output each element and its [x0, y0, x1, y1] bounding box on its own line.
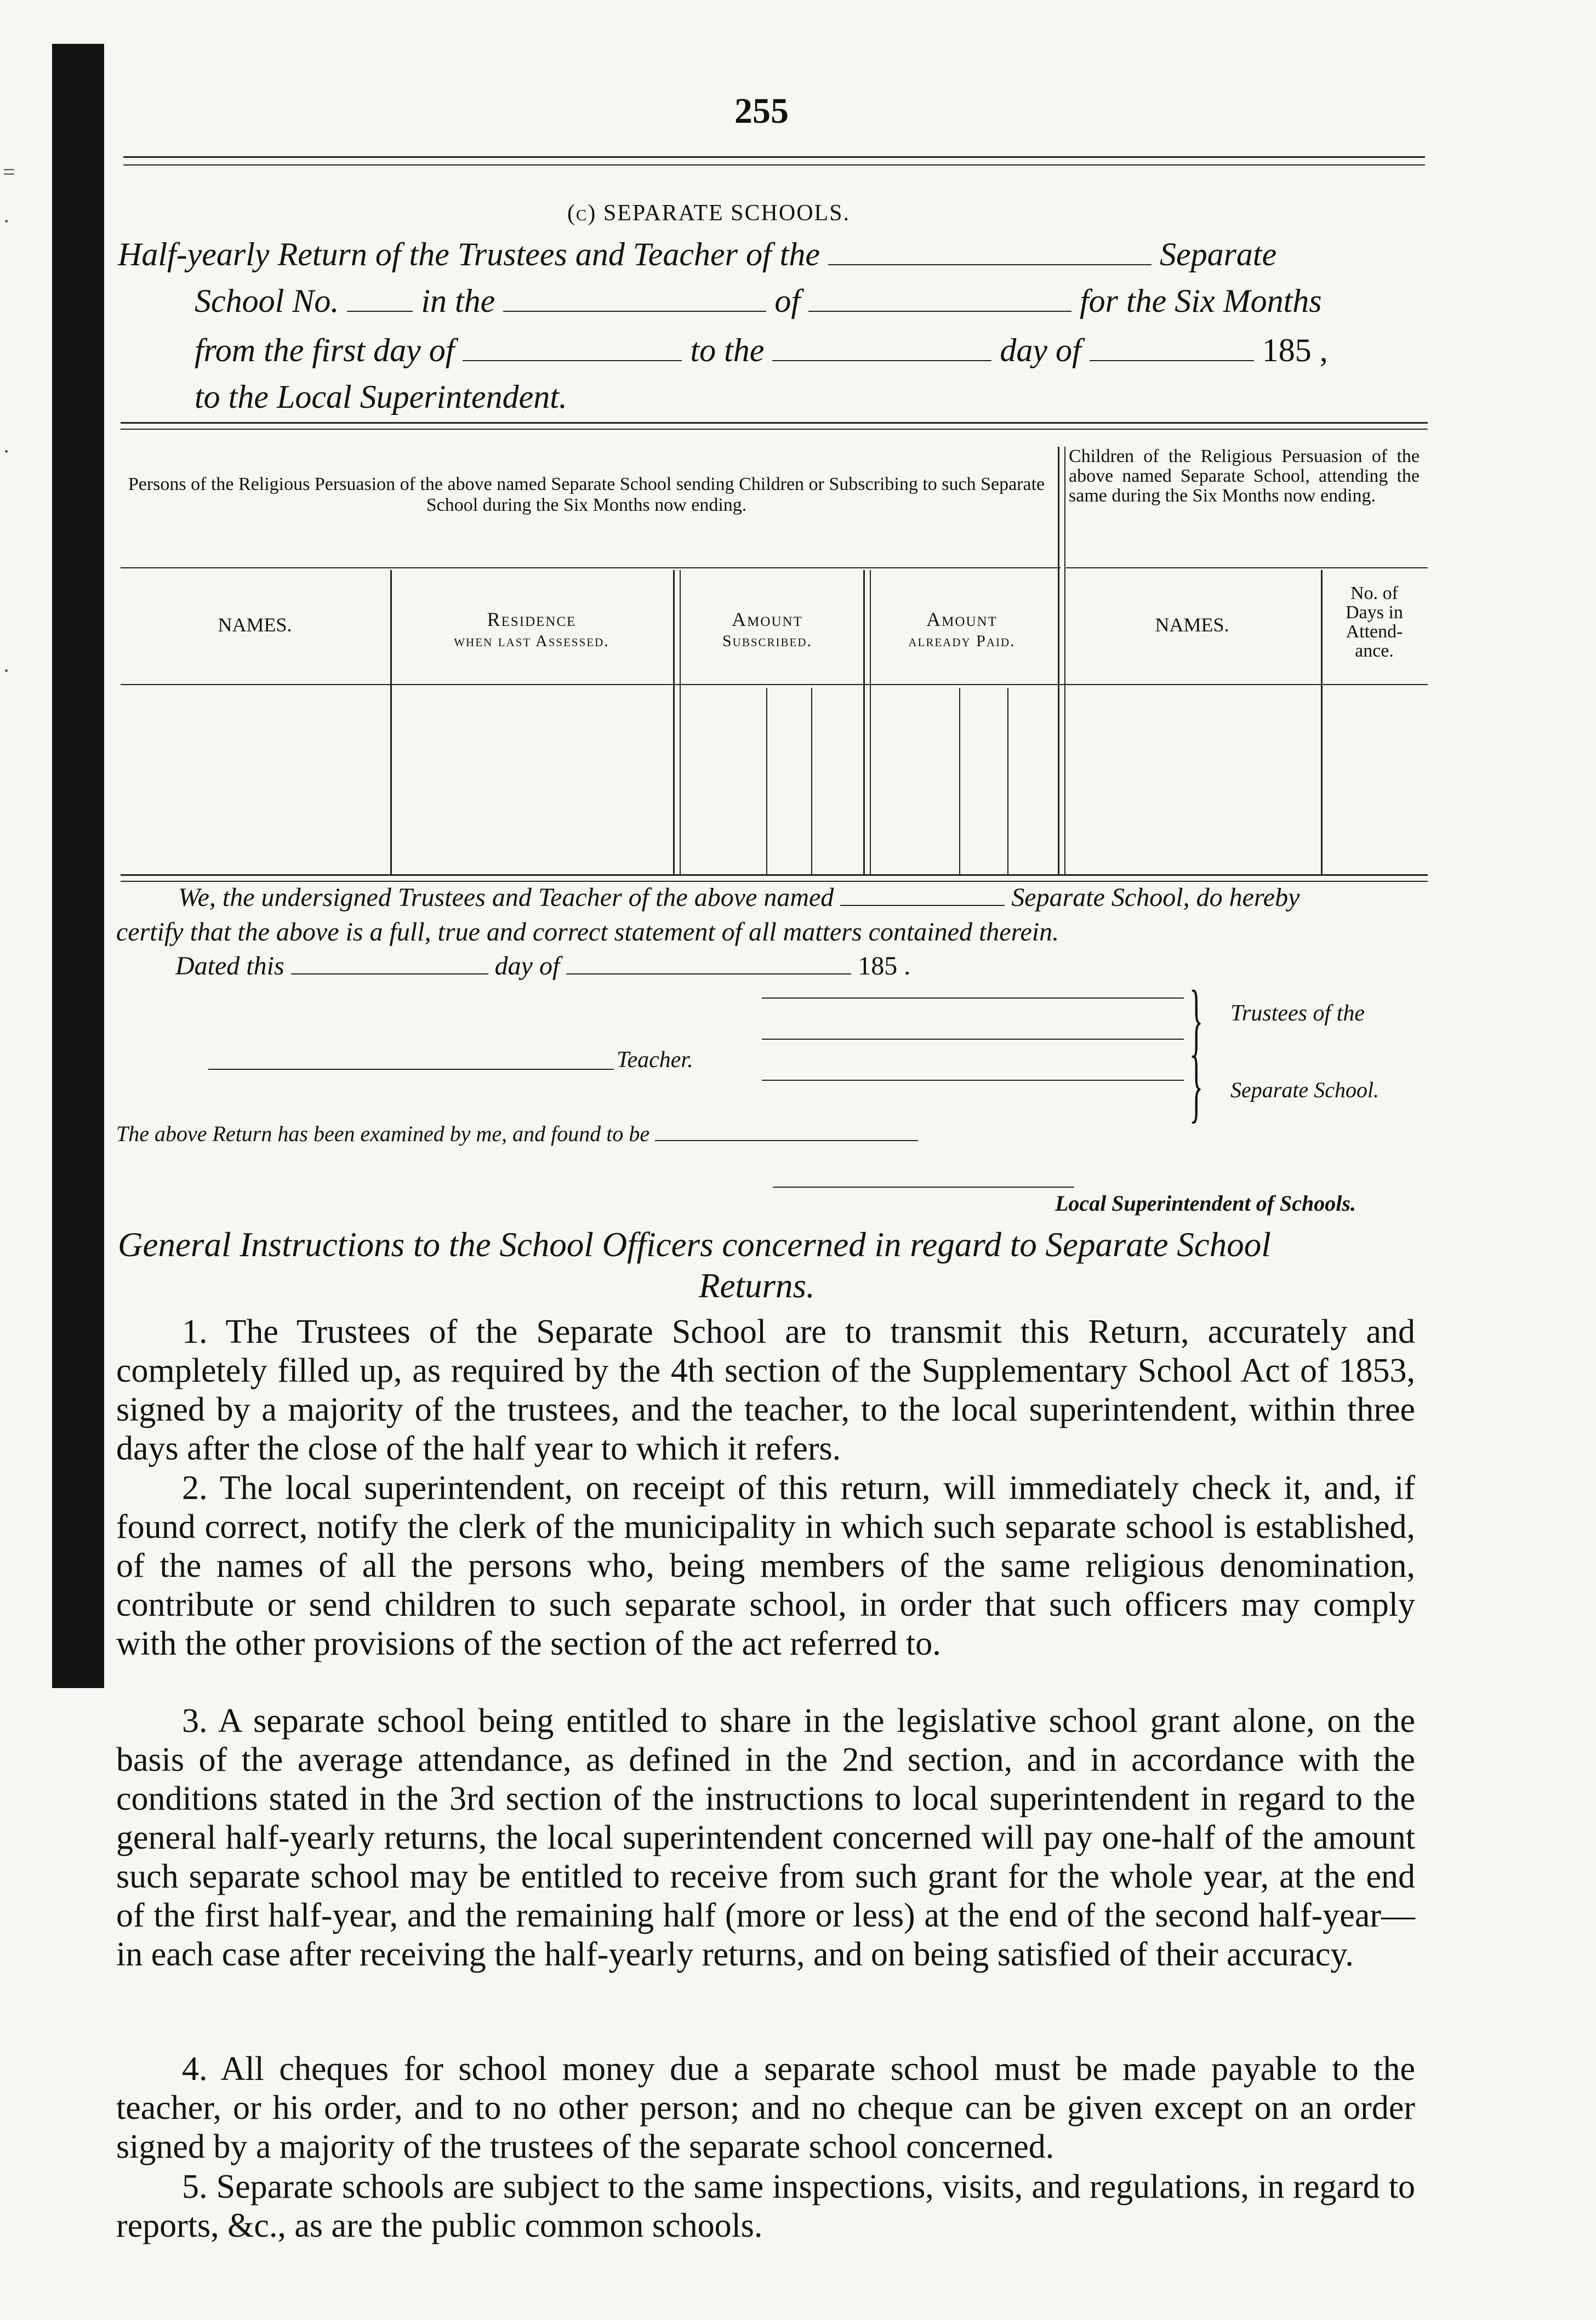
cert-text: Separate School, do hereby [1011, 883, 1300, 912]
trustee-signature-line[interactable] [762, 997, 1184, 999]
col-days-3: Attend- [1346, 622, 1403, 642]
top-rule-thin [123, 164, 1425, 166]
header-bottom-rule [121, 684, 1428, 685]
separate-school-label: Separate School. [1230, 1078, 1380, 1102]
instruction-1 [116, 1313, 1415, 1468]
heading-text: in the [421, 283, 495, 319]
cert-dated-line [175, 951, 910, 981]
brace-bottom: } [1189, 1040, 1204, 1131]
col-residence-2: when last Assessed. [454, 632, 609, 650]
brace-top: } [1189, 974, 1204, 1065]
instruction-2-text: 2. The local superintendent, on receipt of this return, will immediately check it, and, if found correct, notify the clerk of the municipality in which such separate school is established, of the names of all the persons who, being members of the same religious denomination, contribute or send children to such separate school, in order that such officers may comply with the other provisions of the section of the act referred to. [116, 1469, 1415, 1662]
instructions-title-2: Returns. [699, 1267, 815, 1305]
blank-end-month[interactable] [1090, 360, 1254, 361]
blank-dated-month[interactable] [566, 973, 851, 974]
col-amount-sub-2: Subscribed. [722, 632, 813, 650]
col-days-attendance [1324, 584, 1425, 660]
margin-speck: · [3, 209, 10, 233]
persons-header: Persons of the Religious Persuasion of the above named Separate School sending Children or Subscribing to such Separate School during the Six Months now ending. [128, 474, 1045, 515]
instruction-4 [116, 2050, 1415, 2167]
col-names: NAMES. [218, 614, 292, 636]
heading-text: for the Six Months [1079, 283, 1322, 319]
heading-text: Separate [1159, 236, 1277, 272]
heading-text: to the [690, 332, 765, 368]
cert-dated: Dated this [175, 951, 284, 981]
return-heading-line-4: to the Local Superintendent. [195, 379, 567, 415]
col-amount-paid-2: already Paid. [908, 632, 1016, 650]
group-header-rule [121, 567, 1061, 568]
shillings-pence-divider [1007, 688, 1008, 874]
table-col-divider [870, 570, 871, 874]
instruction-3 [116, 1702, 1415, 1974]
blank-start-month[interactable] [463, 360, 682, 361]
cert-day-of: day of [494, 951, 560, 981]
margin-speck: · [3, 439, 10, 464]
heading-year: 185 [1262, 332, 1312, 368]
col-days-4: ance. [1355, 641, 1394, 661]
table-col-divider [390, 570, 392, 874]
top-rule [123, 156, 1425, 158]
blank-cert-school[interactable] [840, 905, 1005, 906]
col-amount-paid-1: Amount [926, 608, 998, 630]
scan-edge-bar [52, 44, 104, 1688]
heading-text: Half-yearly Return of the Trustees and Teacher of the [118, 236, 820, 272]
shillings-pence-divider [811, 688, 812, 874]
instruction-4-text: 4. All cheques for school money due a separate school must be made payable to the teacher, or his order, and to no other person; and no cheque can be given except on an order signed by a majority of the trustees of the separate school concerned. [116, 2050, 1415, 2165]
trustee-signature-line[interactable] [762, 1039, 1184, 1040]
col-amount-subscribed [677, 608, 858, 652]
heading-text: from the first day of [195, 332, 455, 368]
local-sup-signature-line[interactable] [773, 1187, 1074, 1188]
section-title: (c) SEPARATE SCHOOLS. [567, 201, 851, 226]
instruction-3-text: 3. A separate school being entitled to share in the legislative school grant alone, on the basis of the average attendance, as defined in the 2nd section, and in accordance with the conditions stated in the 3rd section of the instructions to local superintendent in regard to the general half-yearly returns, the local superintendent concerned will pay one-half of the amount such separate school may be entitled to receive from such grant for the whole year, at the end of the first half-year, and the remaining half (more or less) at the end of the second half-year—in each case after receiving the half-yearly returns, and on being satisfied of their accuracy. [116, 1702, 1415, 1973]
table-col-divider [1321, 570, 1323, 874]
margin-speck: · [3, 658, 10, 683]
group-header-rule-right [1066, 567, 1428, 568]
table-group-divider [1064, 447, 1065, 874]
teacher-label: Teacher. [617, 1047, 693, 1073]
heading-comma: , [1319, 332, 1328, 368]
col-residence-1: Residence [487, 608, 577, 630]
instruction-5 [116, 2168, 1415, 2245]
table-bottom-rule [121, 874, 1428, 876]
table-group-divider [1058, 447, 1059, 874]
examined-line [116, 1121, 918, 1147]
blank-examined[interactable] [655, 1140, 918, 1141]
col-days-2: Days in [1346, 602, 1403, 623]
col-amount-sub-1: Amount [732, 608, 803, 630]
examined-text: The above Return has been examined by me, and found to be [116, 1121, 650, 1146]
children-header: Children of the Religious Persuasion of the above named Separate School, attending the same during the Six Months now ending. [1069, 446, 1420, 506]
blank-dated-day[interactable] [291, 973, 488, 974]
instruction-2 [116, 1469, 1415, 1663]
blank-school-no[interactable] [347, 311, 413, 312]
return-heading-line-2 [195, 282, 1322, 320]
heading-text: day of [1000, 332, 1081, 368]
trustees-of-the: Trustees of the [1230, 1001, 1365, 1026]
col-names-2: NAMES. [1155, 614, 1229, 636]
instructions-title-1: General Instructions to the School Officers concerned in regard to Separate School [118, 1225, 1271, 1264]
cert-year: 185 . [858, 951, 911, 981]
teacher-signature-line[interactable] [208, 1069, 614, 1070]
return-heading-line-1 [118, 236, 1276, 273]
page-number: 255 [734, 91, 789, 131]
heading-text: School No. [195, 283, 339, 319]
table-top-rule-thin [121, 429, 1428, 430]
return-heading-line-3 [195, 332, 1328, 369]
table-col-divider [680, 570, 681, 874]
instruction-1-text: 1. The Trustees of the Separate School are to transmit this Return, accurately and completely filled up, as required by the 4th section of the Supplementary School Act of 1853, signed by a majority of the trustees, and the teacher, to the local superintendent, within three days after the close of the half year to which it refers. [116, 1313, 1415, 1467]
pounds-shillings-divider [959, 688, 960, 874]
blank-township[interactable] [808, 311, 1071, 312]
blank-end-day[interactable] [772, 360, 991, 361]
table-col-divider [863, 570, 865, 874]
table-bottom-rule-thin [121, 881, 1428, 882]
col-amount-paid [869, 608, 1055, 652]
pounds-shillings-divider [766, 688, 767, 874]
trustee-signature-line[interactable] [762, 1080, 1184, 1081]
col-residence [395, 608, 669, 652]
local-sup-label: Local Superintendent of Schools. [1055, 1191, 1356, 1216]
col-days-1: No. of [1350, 583, 1398, 603]
table-top-rule [121, 422, 1428, 424]
blank-school-name[interactable] [828, 264, 1152, 265]
cert-line-1 [178, 882, 1299, 913]
cert-line-2: certify that the above is a full, true and correct statement of all matters contained therein. [116, 917, 1059, 947]
table-col-divider [673, 570, 675, 874]
cert-text: We, the undersigned Trustees and Teacher of the above named [178, 883, 834, 912]
margin-speck: = [3, 159, 15, 184]
instruction-5-text: 5. Separate schools are subject to the same inspections, visits, and regulations, in regard to reports, &c., as are the public common schools. [116, 2168, 1415, 2244]
heading-text: of [774, 283, 800, 319]
blank-locality[interactable] [503, 311, 766, 312]
